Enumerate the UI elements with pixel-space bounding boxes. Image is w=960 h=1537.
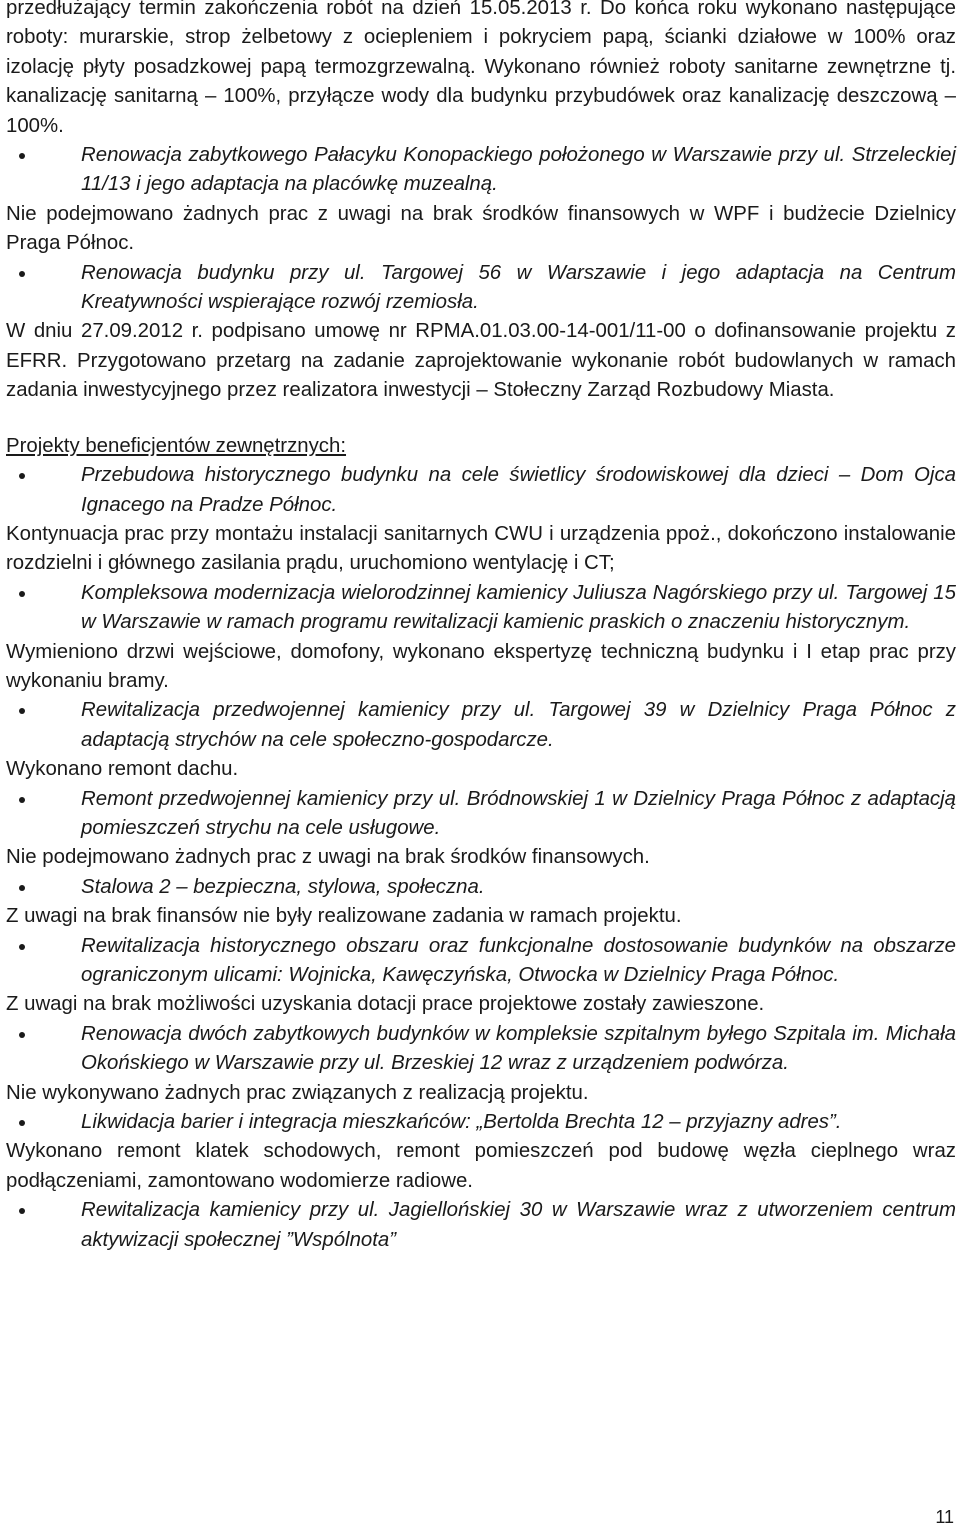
paragraph: Nie wykonywano żadnych prac związanych z realizacją projektu. [6,1081,589,1104]
section-gap [6,406,956,432]
bullet-item-title: Likwidacja barier i integracja mieszkańców: „Bertolda Brechta 12 – przyjazny adres”. [6,1108,956,1137]
paragraph: Wykonano remont klatek schodowych, remont pomieszczeń pod budowę węzła cieplnego wraz podłączeniami, zamontowano wodomierze radiowe. [6,1140,956,1192]
bullet-item-title: Renowacja dwóch zabytkowych budynków w kompleksie szpitalnym byłego Szpitala im. Michała Okońskiego w Warszawie przy ul. Brzeskiej 12 wraz z urządzeniem podwórza. [6,1020,956,1079]
paragraph: Wykonano remont dachu. [6,758,239,781]
bullet-item-title: Przebudowa historycznego budynku na cele świetlicy środowiskowej dla dzieci – Dom Ojca Ignacego na Pradze Północ. [6,461,956,520]
paragraph: Nie podejmowano żadnych prac z uwagi na brak środków finansowych w WPF i budżecie Dzielnicy Praga Północ. [6,202,956,255]
bullet-item-title: Rewitalizacja historycznego obszaru oraz funkcjonalne dostosowanie budynków na obszarze ograniczonym ulicami: Wojnicka, Kawęczyńska, Otwocka w Dzielnicy Praga Północ. [6,932,956,991]
bullet-item-title: Remont przedwojennej kamienicy przy ul. Bródnowskiej 1 w Dzielnicy Praga Północ z adaptacją pomieszczeń strychu na cele usługowe. [6,785,956,844]
paragraph: Kontynuacja prac przy montażu instalacji sanitarnych CWU i urządzenia ppoż., dokończono instalowanie rozdzielni i głównego zasilania prądu, uruchomiono wentylację i CT; [6,522,956,575]
bullet-item-title: Renowacja zabytkowego Pałacyku Konopackiego położonego w Warszawie przy ul. Strzeleckiej 11/13 i jego adaptacja na placówkę muzealną. [6,141,956,200]
paragraph: Z uwagi na brak finansów nie były realizowane zadania w ramach projektu. [6,905,682,928]
bullet-item-title: Renowacja budynku przy ul. Targowej 56 w Warszawie i jego adaptacja na Centrum Kreatywności wspierające rozwój rzemiosła. [6,259,956,318]
bullet-item-title: Stalowa 2 – bezpieczna, stylowa, społeczna. [6,873,956,902]
bullet-item-title: Kompleksowa modernizacja wielorodzinnej kamienicy Juliusza Nagórskiego przy ul. Targowej 15 w Warszawie w ramach programu rewitalizacji kamienic praskich o znaczeniu historycznym. [6,579,956,638]
section-heading: Projekty beneficjentów zewnętrznych: [6,434,347,457]
paragraph: przedłużający termin zakończenia robót na dzień 15.05.2013 r. Do końca roku wykonano następujące roboty: murarskie, strop żelbetowy z ociepleniem i pokryciem papą, ścianki działowe w 100% oraz izolację płyty posadzkowej papą termozgrzewalną. Wykonano również roboty sanitarne zewnętrzne tj. kanalizację sanitarną – 100%, przyłącze wody dla budynku przybudówek oraz kanalizację deszczową – 100%. [6,0,956,137]
paragraph: Wymieniono drzwi wejściowe, domofony, wykonano ekspertyzę techniczną budynku i I etap prac przy wykonaniu bramy. [6,640,956,692]
paragraph: Nie podejmowano żadnych prac z uwagi na brak środków finansowych. [6,846,650,869]
paragraph: Z uwagi na brak możliwości uzyskania dotacji prace projektowe zostały zawieszone. [6,993,765,1016]
document-page [6,0,956,1255]
bullet-item-title: Rewitalizacja przedwojennej kamienicy przy ul. Targowej 39 w Dzielnicy Praga Północ z adaptacją strychów na cele społeczno-gospodarcze. [6,696,956,755]
paragraph: W dniu 27.09.2012 r. podpisano umowę nr RPMA.01.03.00-14-001/11-00 o dofinansowanie projektu z EFRR. Przygotowano przetarg na zadanie zaprojektowanie wykonanie robót budowlanych w ramach zadania inwestycyjnego przez realizatora inwestycji – Stołeczny Zarząd Rozbudowy Miasta. [6,320,956,402]
page-number: 11 [935,1507,954,1527]
bullet-item-title: Rewitalizacja kamienicy przy ul. Jagiellońskiej 30 w Warszawie wraz z utworzeniem centrum aktywizacji społecznej ”Wspólnota” [6,1196,956,1255]
